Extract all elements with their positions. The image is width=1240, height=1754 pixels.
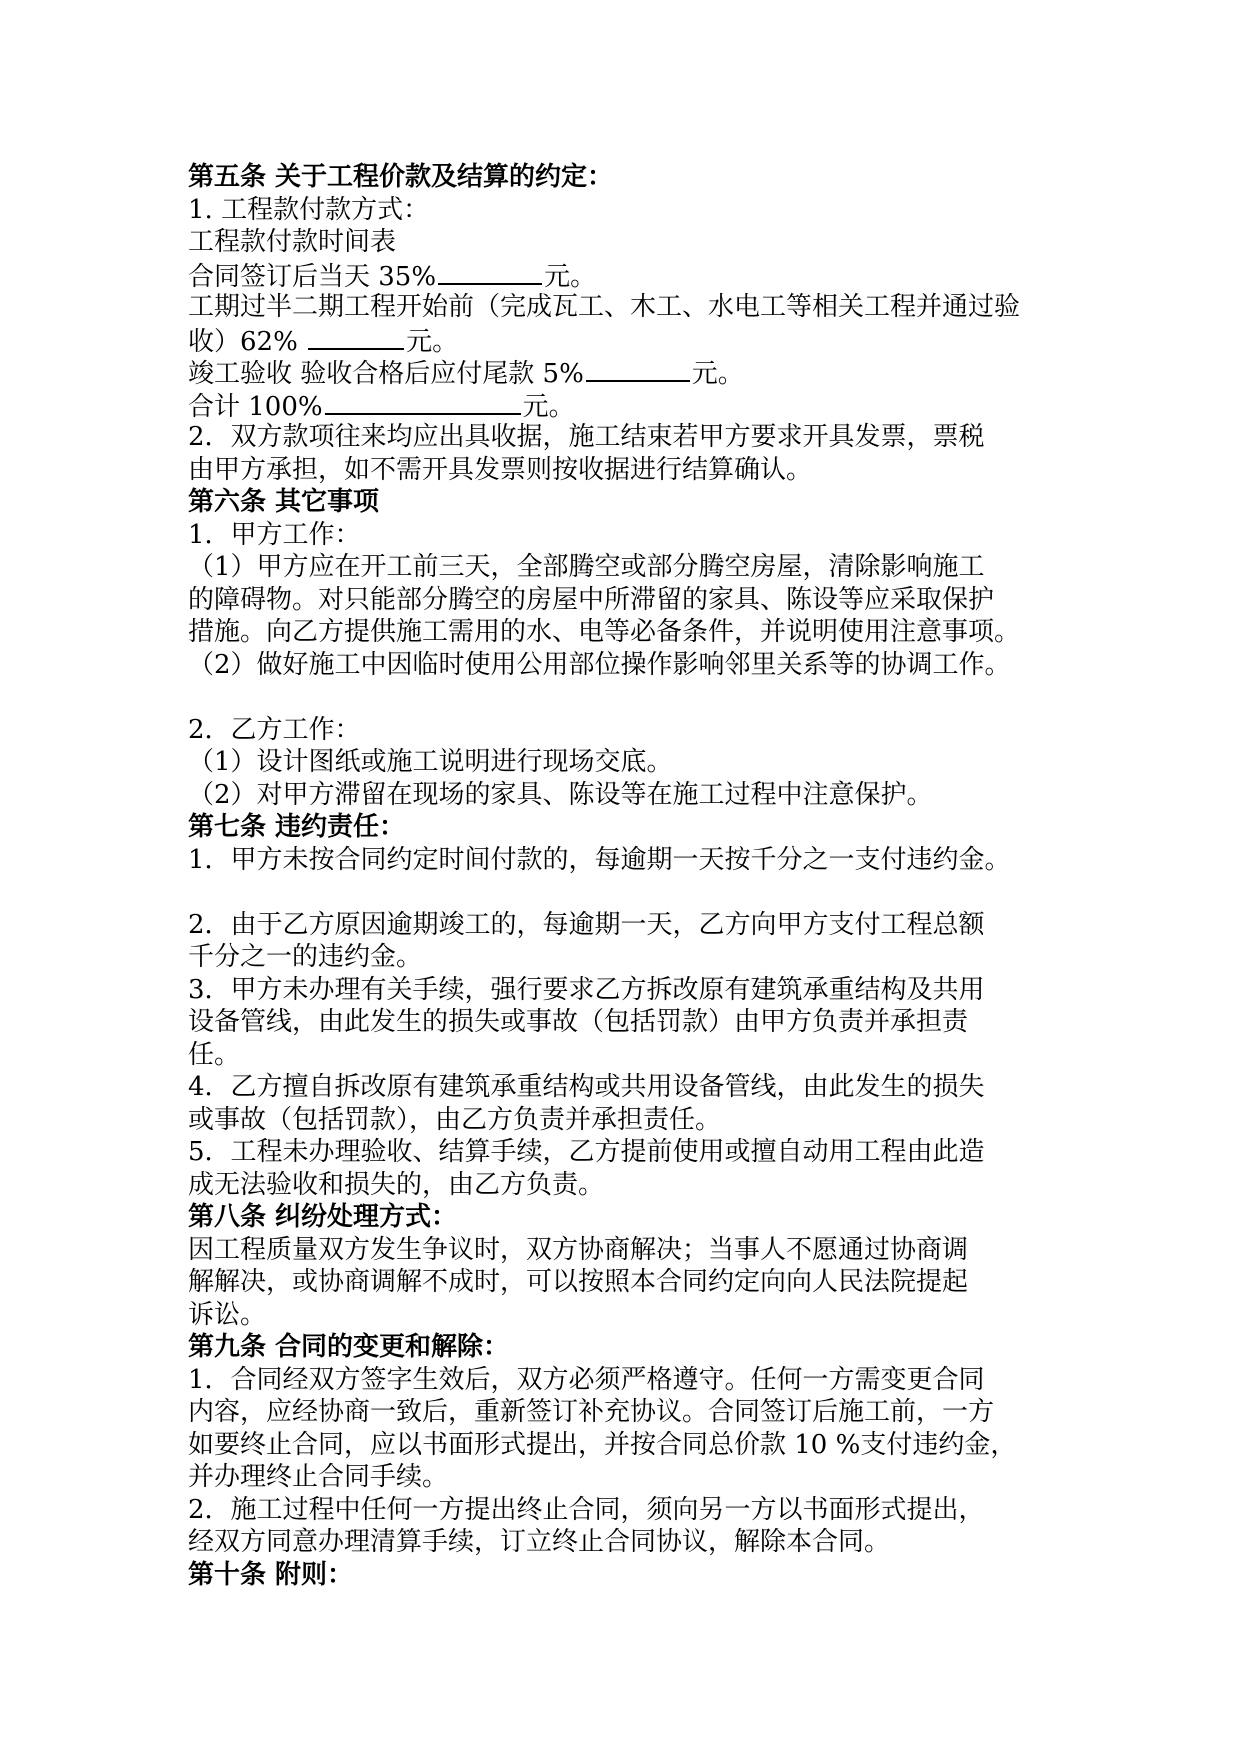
article-9-heading: 第九条 合同的变更和解除： [188,1332,510,1362]
paragraph-line: 1．甲方未按合同约定时间付款的，每逾期一天按千分之一支付违约金。 [188,844,1011,875]
paragraph-line: 1．甲方工作： [188,519,361,550]
paragraph-line: （2）对甲方滞留在现场的家具、陈设等在施工过程中注意保护。 [188,779,933,810]
paragraph-line: 如要终止合同，应以书面形式提出，并按合同总价款 10 %支付违约金， [188,1429,1017,1460]
paragraph-line: 措施。向乙方提供施工需用的水、电等必备条件，并说明使用注意事项。 [188,617,1021,647]
contract-page [188,161,1108,1591]
paragraph-line: 设备管线，由此发生的损失或事故（包括罚款）由甲方负责并承担责 [188,1007,969,1037]
paragraph-line: 诉讼。 [188,1299,267,1330]
article-8-heading: 第八条 纠纷处理方式： [188,1202,458,1232]
payment-line-35 [188,259,1108,292]
paragraph-line: 并办理终止合同手续。 [188,1462,449,1492]
blank-line [188,681,1108,714]
paragraph-line: 任。 [188,1039,241,1070]
article-7-heading: 第七条 违约责任： [188,812,406,842]
payment-unit: 元。 [691,359,744,389]
paragraph-line: （1）设计图纸或施工说明进行现场交底。 [188,747,673,777]
paragraph-line: （2）做好施工中因临时使用公用部位操作影响邻里关系等的协调工作。 [188,649,1011,680]
paragraph-line: 1. 工程款付款方式： [188,194,430,225]
payment-unit: 元。 [544,261,597,292]
paragraph-line: 解解决，或协商调解不成时，可以按照本合同约定向向人民法院提起 [188,1267,969,1297]
payment-unit: 元。 [406,326,459,357]
payment-label: 合同签订后当天 35% [188,261,437,292]
paragraph-line: （1）甲方应在开工前三天，全部腾空或部分腾空房屋，清除影响施工 [188,552,985,582]
paragraph-line: 2．施工过程中任何一方提出终止合同，须向另一方以书面形式提出， [188,1494,985,1525]
payment-line-62 [188,324,1108,357]
payment-line-5 [188,356,1108,389]
payment-unit: 元。 [522,391,575,422]
paragraph-line: 因工程质量双方发生争议时，双方协商解决；当事人不愿通过协商调 [188,1234,969,1265]
paragraph-line: 经双方同意办理清算手续，订立终止合同协议，解除本合同。 [188,1527,891,1557]
amount-blank [308,324,404,350]
paragraph-line: 工期过半二期工程开始前（完成瓦工、木工、水电工等相关工程并通过验 [188,292,1021,322]
paragraph-line: 1．合同经双方签字生效后，双方必须严格遵守。任何一方需变更合同 [188,1364,985,1395]
payment-label: 合计 100% [188,391,323,422]
amount-blank [325,389,521,415]
paragraph-line: 2．由于乙方原因逾期竣工的，每逾期一天，乙方向甲方支付工程总额 [188,909,985,940]
article-6-heading: 第六条 其它事项 [188,487,380,517]
paragraph-line: 2．乙方工作： [188,714,361,745]
paragraph-line: 千分之一的违约金。 [188,942,423,972]
paragraph-line: 3．甲方未办理有关手续，强行要求乙方拆改原有建筑承重结构及共用 [188,974,985,1005]
paragraph-line: 内容，应经协商一致后，重新签订补充协议。合同签订后施工前，一方 [188,1397,995,1427]
paragraph-line: 或事故（包括罚款），由乙方负责并承担责任。 [188,1104,722,1135]
amount-blank [438,259,542,285]
paragraph-line: 5．工程未办理验收、结算手续，乙方提前使用或擅自动用工程由此造 [188,1137,985,1167]
payment-line-total [188,389,1108,422]
paragraph-line: 的障碍物。对只能部分腾空的房屋中所滞留的家具、陈设等应采取保护 [188,584,995,615]
paragraph-line: 4．乙方擅自拆改原有建筑承重结构或共用设备管线，由此发生的损失 [188,1072,985,1102]
article-5-heading: 第五条 关于工程价款及结算的约定： [188,162,614,192]
paragraph-line: 工程款付款时间表 [188,227,397,257]
paragraph-line: 由甲方承担，如不需开具发票则按收据进行结算确认。 [188,454,813,485]
payment-label: 竣工验收 验收合格后应付尾款 5% [188,359,584,389]
article-10-heading: 第十条 附则： [188,1559,354,1590]
blank-line [188,876,1108,909]
amount-blank [586,356,690,382]
paragraph-line: 2．双方款项往来均应出具收据，施工结束若甲方要求开具发票，票税 [188,422,985,452]
paragraph-line: 成无法验收和损失的，由乙方负责。 [188,1169,605,1200]
payment-label: 收）62% [188,326,307,357]
